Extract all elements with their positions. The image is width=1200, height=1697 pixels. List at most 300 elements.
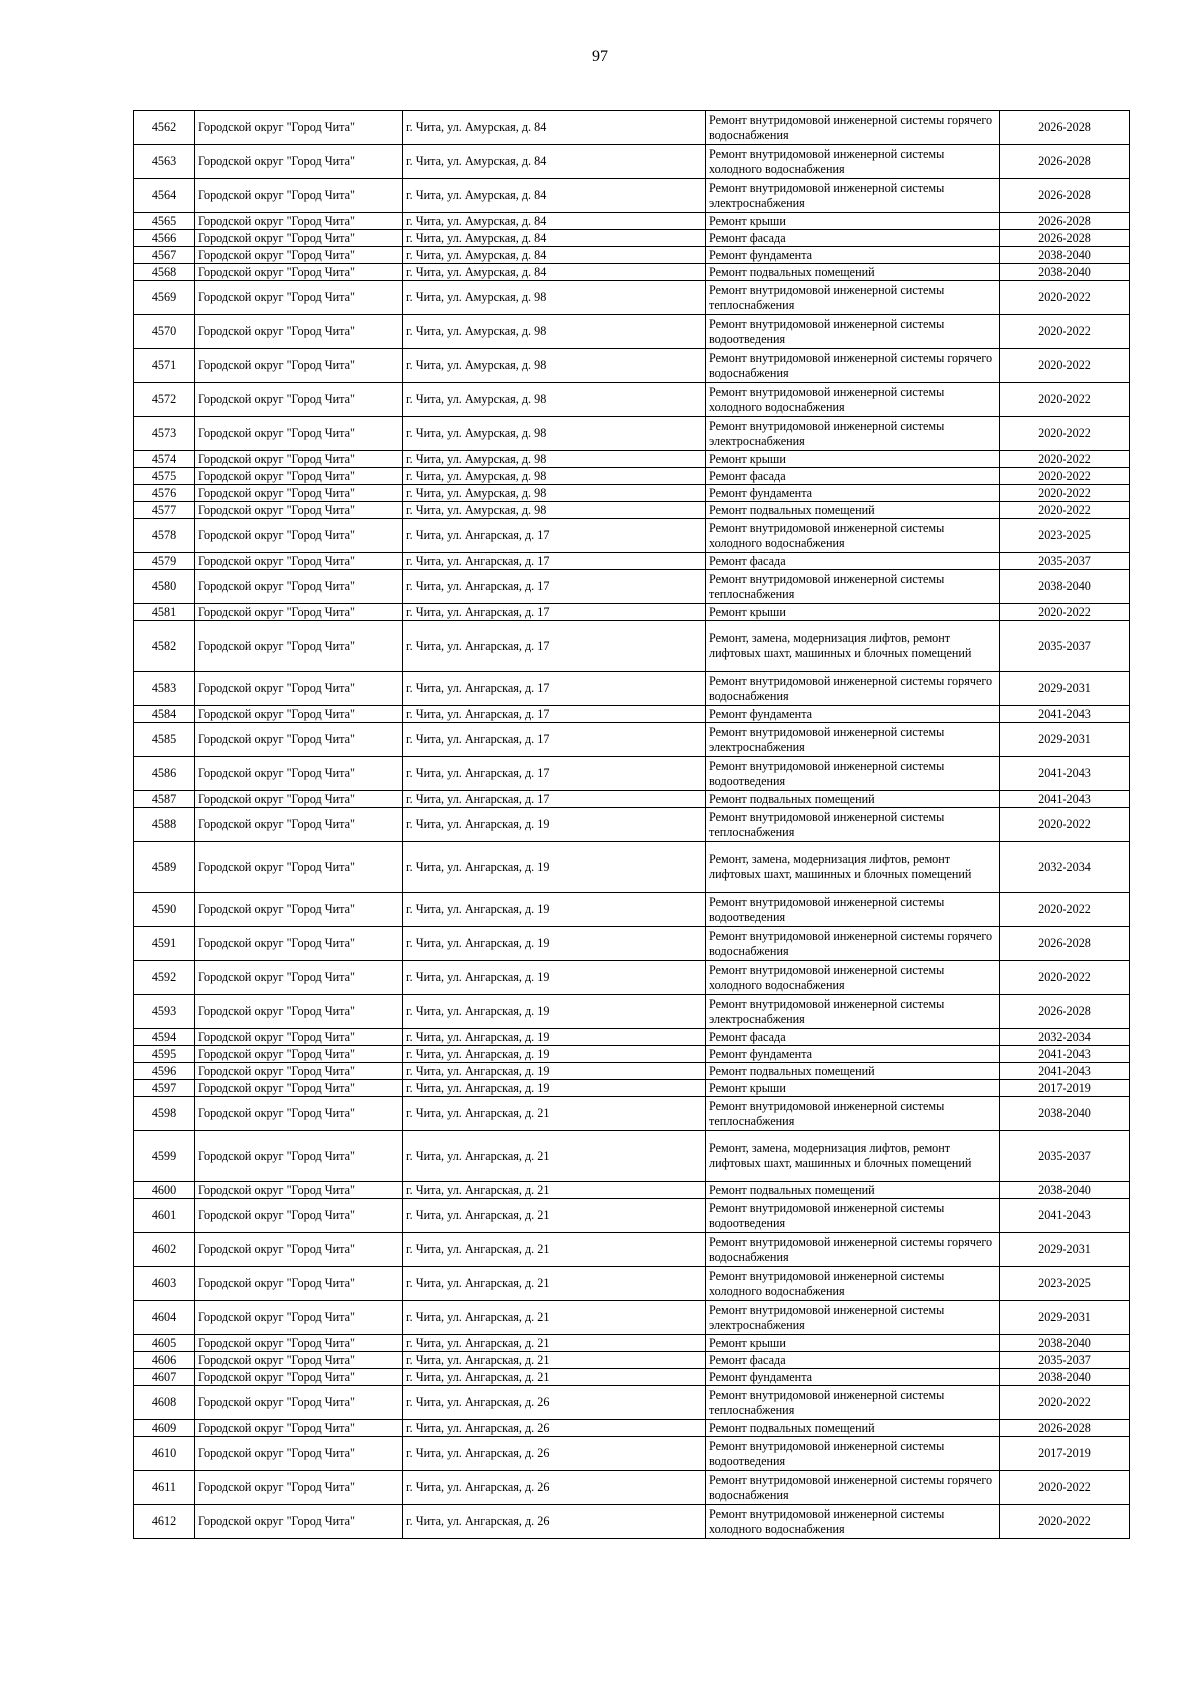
row-number-cell: 4575 <box>134 468 195 485</box>
period-cell: 2026-2028 <box>1000 995 1130 1029</box>
address-cell: г. Чита, ул. Ангарская, д. 17 <box>403 553 706 570</box>
work-type-cell: Ремонт внутридомовой инженерной системы теплоснабжения <box>706 570 1000 604</box>
address-cell: г. Чита, ул. Ангарская, д. 21 <box>403 1267 706 1301</box>
municipality-cell: Городской округ "Город Чита" <box>195 1420 403 1437</box>
address-cell: г. Чита, ул. Ангарская, д. 26 <box>403 1437 706 1471</box>
address-cell: г. Чита, ул. Ангарская, д. 19 <box>403 808 706 842</box>
municipality-cell: Городской округ "Город Чита" <box>195 1352 403 1369</box>
address-cell: г. Чита, ул. Амурская, д. 84 <box>403 247 706 264</box>
work-type-cell: Ремонт внутридомовой инженерной системы теплоснабжения <box>706 1386 1000 1420</box>
municipality-cell: Городской округ "Город Чита" <box>195 1046 403 1063</box>
municipality-cell: Городской округ "Город Чита" <box>195 502 403 519</box>
row-number-cell: 4591 <box>134 927 195 961</box>
row-number-cell: 4568 <box>134 264 195 281</box>
table-row <box>134 893 1130 927</box>
municipality-cell: Городской округ "Город Чита" <box>195 961 403 995</box>
table-row <box>134 451 1130 468</box>
work-type-cell: Ремонт внутридомовой инженерной системы электроснабжения <box>706 995 1000 1029</box>
row-number-cell: 4565 <box>134 213 195 230</box>
table-row <box>134 1369 1130 1386</box>
row-number-cell: 4577 <box>134 502 195 519</box>
table-row <box>134 1063 1130 1080</box>
table-row <box>134 1131 1130 1182</box>
address-cell: г. Чита, ул. Ангарская, д. 21 <box>403 1182 706 1199</box>
address-cell: г. Чита, ул. Ангарская, д. 17 <box>403 621 706 672</box>
period-cell: 2041-2043 <box>1000 1199 1130 1233</box>
table-row <box>134 485 1130 502</box>
address-cell: г. Чита, ул. Ангарская, д. 26 <box>403 1420 706 1437</box>
address-cell: г. Чита, ул. Амурская, д. 84 <box>403 145 706 179</box>
table-row <box>134 468 1130 485</box>
municipality-cell: Городской округ "Город Чита" <box>195 604 403 621</box>
row-number-cell: 4589 <box>134 842 195 893</box>
work-type-cell: Ремонт внутридомовой инженерной системы водоотведения <box>706 1199 1000 1233</box>
table-row <box>134 1097 1130 1131</box>
period-cell: 2032-2034 <box>1000 1029 1130 1046</box>
table-row <box>134 706 1130 723</box>
table-row <box>134 111 1130 145</box>
period-cell: 2041-2043 <box>1000 757 1130 791</box>
row-number-cell: 4607 <box>134 1369 195 1386</box>
table-row <box>134 808 1130 842</box>
table-row <box>134 417 1130 451</box>
municipality-cell: Городской округ "Город Чита" <box>195 519 403 553</box>
table-row <box>134 621 1130 672</box>
work-type-cell: Ремонт фасада <box>706 1029 1000 1046</box>
address-cell: г. Чита, ул. Ангарская, д. 17 <box>403 791 706 808</box>
table-row <box>134 1420 1130 1437</box>
table-row <box>134 604 1130 621</box>
municipality-cell: Городской округ "Город Чита" <box>195 1386 403 1420</box>
address-cell: г. Чита, ул. Ангарская, д. 21 <box>403 1369 706 1386</box>
address-cell: г. Чита, ул. Амурская, д. 84 <box>403 213 706 230</box>
table-row <box>134 1233 1130 1267</box>
municipality-cell: Городской округ "Город Чита" <box>195 893 403 927</box>
municipality-cell: Городской округ "Город Чита" <box>195 808 403 842</box>
work-type-cell: Ремонт подвальных помещений <box>706 791 1000 808</box>
municipality-cell: Городской округ "Город Чита" <box>195 1301 403 1335</box>
municipality-cell: Городской округ "Город Чита" <box>195 315 403 349</box>
work-type-cell: Ремонт внутридомовой инженерной системы холодного водоснабжения <box>706 1267 1000 1301</box>
row-number-cell: 4598 <box>134 1097 195 1131</box>
work-type-cell: Ремонт внутридомовой инженерной системы холодного водоснабжения <box>706 145 1000 179</box>
row-number-cell: 4583 <box>134 672 195 706</box>
table-row <box>134 995 1130 1029</box>
row-number-cell: 4609 <box>134 1420 195 1437</box>
row-number-cell: 4610 <box>134 1437 195 1471</box>
municipality-cell: Городской округ "Город Чита" <box>195 230 403 247</box>
municipality-cell: Городской округ "Город Чита" <box>195 842 403 893</box>
work-type-cell: Ремонт внутридомовой инженерной системы холодного водоснабжения <box>706 383 1000 417</box>
row-number-cell: 4566 <box>134 230 195 247</box>
municipality-cell: Городской округ "Город Чита" <box>195 213 403 230</box>
table-row <box>134 247 1130 264</box>
period-cell: 2035-2037 <box>1000 553 1130 570</box>
period-cell: 2038-2040 <box>1000 1369 1130 1386</box>
period-cell: 2038-2040 <box>1000 1097 1130 1131</box>
address-cell: г. Чита, ул. Амурская, д. 98 <box>403 315 706 349</box>
row-number-cell: 4605 <box>134 1335 195 1352</box>
table-row <box>134 315 1130 349</box>
row-number-cell: 4594 <box>134 1029 195 1046</box>
row-number-cell: 4603 <box>134 1267 195 1301</box>
table-body <box>134 111 1130 1539</box>
table-row <box>134 179 1130 213</box>
address-cell: г. Чита, ул. Ангарская, д. 21 <box>403 1335 706 1352</box>
address-cell: г. Чита, ул. Ангарская, д. 17 <box>403 723 706 757</box>
period-cell: 2017-2019 <box>1000 1437 1130 1471</box>
row-number-cell: 4590 <box>134 893 195 927</box>
table-row <box>134 757 1130 791</box>
address-cell: г. Чита, ул. Ангарская, д. 19 <box>403 1046 706 1063</box>
work-type-cell: Ремонт подвальных помещений <box>706 1420 1000 1437</box>
row-number-cell: 4592 <box>134 961 195 995</box>
municipality-cell: Городской округ "Город Чита" <box>195 468 403 485</box>
work-type-cell: Ремонт фасада <box>706 468 1000 485</box>
address-cell: г. Чита, ул. Ангарская, д. 19 <box>403 893 706 927</box>
row-number-cell: 4582 <box>134 621 195 672</box>
table-row <box>134 213 1130 230</box>
municipality-cell: Городской округ "Город Чита" <box>195 553 403 570</box>
address-cell: г. Чита, ул. Ангарская, д. 17 <box>403 672 706 706</box>
table-row <box>134 553 1130 570</box>
period-cell: 2026-2028 <box>1000 927 1130 961</box>
address-cell: г. Чита, ул. Амурская, д. 98 <box>403 383 706 417</box>
row-number-cell: 4570 <box>134 315 195 349</box>
table-row <box>134 1267 1130 1301</box>
row-number-cell: 4580 <box>134 570 195 604</box>
period-cell: 2020-2022 <box>1000 485 1130 502</box>
table-row <box>134 1471 1130 1505</box>
work-type-cell: Ремонт внутридомовой инженерной системы холодного водоснабжения <box>706 519 1000 553</box>
municipality-cell: Городской округ "Город Чита" <box>195 621 403 672</box>
municipality-cell: Городской округ "Город Чита" <box>195 145 403 179</box>
page-number: 97 <box>592 48 608 65</box>
work-type-cell: Ремонт фундамента <box>706 1046 1000 1063</box>
municipality-cell: Городской округ "Город Чита" <box>195 1335 403 1352</box>
municipality-cell: Городской округ "Город Чита" <box>195 927 403 961</box>
row-number-cell: 4601 <box>134 1199 195 1233</box>
address-cell: г. Чита, ул. Ангарская, д. 21 <box>403 1097 706 1131</box>
row-number-cell: 4581 <box>134 604 195 621</box>
work-type-cell: Ремонт подвальных помещений <box>706 264 1000 281</box>
period-cell: 2020-2022 <box>1000 893 1130 927</box>
municipality-cell: Городской округ "Город Чита" <box>195 791 403 808</box>
period-cell: 2020-2022 <box>1000 961 1130 995</box>
address-cell: г. Чита, ул. Ангарская, д. 19 <box>403 842 706 893</box>
table-row <box>134 927 1130 961</box>
municipality-cell: Городской округ "Город Чита" <box>195 179 403 213</box>
work-type-cell: Ремонт внутридомовой инженерной системы горячего водоснабжения <box>706 349 1000 383</box>
municipality-cell: Городской округ "Город Чита" <box>195 1233 403 1267</box>
municipality-cell: Городской округ "Город Чита" <box>195 1097 403 1131</box>
row-number-cell: 4562 <box>134 111 195 145</box>
period-cell: 2038-2040 <box>1000 1335 1130 1352</box>
period-cell: 2023-2025 <box>1000 1267 1130 1301</box>
work-type-cell: Ремонт крыши <box>706 1080 1000 1097</box>
table-row <box>134 1080 1130 1097</box>
period-cell: 2038-2040 <box>1000 570 1130 604</box>
period-cell: 2032-2034 <box>1000 842 1130 893</box>
row-number-cell: 4576 <box>134 485 195 502</box>
table-row <box>134 723 1130 757</box>
table-row <box>134 145 1130 179</box>
period-cell: 2020-2022 <box>1000 808 1130 842</box>
work-type-cell: Ремонт фундамента <box>706 706 1000 723</box>
municipality-cell: Городской округ "Город Чита" <box>195 1369 403 1386</box>
table-row <box>134 1335 1130 1352</box>
municipality-cell: Городской округ "Город Чита" <box>195 383 403 417</box>
municipality-cell: Городской округ "Город Чита" <box>195 1131 403 1182</box>
period-cell: 2026-2028 <box>1000 145 1130 179</box>
period-cell: 2023-2025 <box>1000 519 1130 553</box>
address-cell: г. Чита, ул. Амурская, д. 84 <box>403 179 706 213</box>
period-cell: 2029-2031 <box>1000 723 1130 757</box>
table-row <box>134 1505 1130 1539</box>
municipality-cell: Городской округ "Город Чита" <box>195 672 403 706</box>
period-cell: 2020-2022 <box>1000 1386 1130 1420</box>
address-cell: г. Чита, ул. Ангарская, д. 26 <box>403 1386 706 1420</box>
period-cell: 2020-2022 <box>1000 281 1130 315</box>
work-type-cell: Ремонт фундамента <box>706 1369 1000 1386</box>
address-cell: г. Чита, ул. Амурская, д. 84 <box>403 264 706 281</box>
period-cell: 2020-2022 <box>1000 451 1130 468</box>
address-cell: г. Чита, ул. Ангарская, д. 17 <box>403 757 706 791</box>
work-type-cell: Ремонт внутридомовой инженерной системы теплоснабжения <box>706 281 1000 315</box>
address-cell: г. Чита, ул. Ангарская, д. 17 <box>403 706 706 723</box>
row-number-cell: 4604 <box>134 1301 195 1335</box>
municipality-cell: Городской округ "Город Чита" <box>195 706 403 723</box>
address-cell: г. Чита, ул. Амурская, д. 98 <box>403 502 706 519</box>
row-number-cell: 4569 <box>134 281 195 315</box>
work-type-cell: Ремонт внутридомовой инженерной системы горячего водоснабжения <box>706 927 1000 961</box>
period-cell: 2020-2022 <box>1000 468 1130 485</box>
work-type-cell: Ремонт внутридомовой инженерной системы электроснабжения <box>706 723 1000 757</box>
table-row <box>134 1029 1130 1046</box>
work-type-cell: Ремонт внутридомовой инженерной системы холодного водоснабжения <box>706 1505 1000 1539</box>
repair-schedule-table <box>133 110 1130 1539</box>
address-cell: г. Чита, ул. Ангарская, д. 21 <box>403 1233 706 1267</box>
work-type-cell: Ремонт внутридомовой инженерной системы электроснабжения <box>706 179 1000 213</box>
row-number-cell: 4593 <box>134 995 195 1029</box>
work-type-cell: Ремонт внутридомовой инженерной системы горячего водоснабжения <box>706 1233 1000 1267</box>
row-number-cell: 4574 <box>134 451 195 468</box>
municipality-cell: Городской округ "Город Чита" <box>195 451 403 468</box>
municipality-cell: Городской округ "Город Чита" <box>195 264 403 281</box>
work-type-cell: Ремонт внутридомовой инженерной системы теплоснабжения <box>706 1097 1000 1131</box>
work-type-cell: Ремонт внутридомовой инженерной системы горячего водоснабжения <box>706 111 1000 145</box>
period-cell: 2026-2028 <box>1000 1420 1130 1437</box>
municipality-cell: Городской округ "Город Чита" <box>195 1063 403 1080</box>
work-type-cell: Ремонт внутридомовой инженерной системы водоотведения <box>706 893 1000 927</box>
period-cell: 2041-2043 <box>1000 1063 1130 1080</box>
address-cell: г. Чита, ул. Амурская, д. 98 <box>403 485 706 502</box>
row-number-cell: 4573 <box>134 417 195 451</box>
work-type-cell: Ремонт, замена, модернизация лифтов, ремонт лифтовых шахт, машинных и блочных помещений <box>706 621 1000 672</box>
municipality-cell: Городской округ "Город Чита" <box>195 247 403 264</box>
period-cell: 2029-2031 <box>1000 672 1130 706</box>
address-cell: г. Чита, ул. Ангарская, д. 17 <box>403 570 706 604</box>
work-type-cell: Ремонт внутридомовой инженерной системы теплоснабжения <box>706 808 1000 842</box>
period-cell: 2020-2022 <box>1000 349 1130 383</box>
row-number-cell: 4600 <box>134 1182 195 1199</box>
municipality-cell: Городской округ "Город Чита" <box>195 570 403 604</box>
row-number-cell: 4612 <box>134 1505 195 1539</box>
period-cell: 2020-2022 <box>1000 604 1130 621</box>
table-row <box>134 349 1130 383</box>
period-cell: 2041-2043 <box>1000 1046 1130 1063</box>
work-type-cell: Ремонт внутридомовой инженерной системы электроснабжения <box>706 1301 1000 1335</box>
row-number-cell: 4586 <box>134 757 195 791</box>
municipality-cell: Городской округ "Город Чита" <box>195 1505 403 1539</box>
period-cell: 2035-2037 <box>1000 621 1130 672</box>
address-cell: г. Чита, ул. Ангарская, д. 19 <box>403 927 706 961</box>
period-cell: 2038-2040 <box>1000 264 1130 281</box>
period-cell: 2020-2022 <box>1000 1471 1130 1505</box>
table-row <box>134 791 1130 808</box>
row-number-cell: 4606 <box>134 1352 195 1369</box>
table-row <box>134 1182 1130 1199</box>
period-cell: 2020-2022 <box>1000 383 1130 417</box>
period-cell: 2029-2031 <box>1000 1233 1130 1267</box>
address-cell: г. Чита, ул. Ангарская, д. 19 <box>403 1029 706 1046</box>
work-type-cell: Ремонт крыши <box>706 1335 1000 1352</box>
period-cell: 2029-2031 <box>1000 1301 1130 1335</box>
period-cell: 2026-2028 <box>1000 213 1130 230</box>
work-type-cell: Ремонт подвальных помещений <box>706 502 1000 519</box>
municipality-cell: Городской округ "Город Чита" <box>195 995 403 1029</box>
period-cell: 2026-2028 <box>1000 230 1130 247</box>
row-number-cell: 4584 <box>134 706 195 723</box>
address-cell: г. Чита, ул. Ангарская, д. 26 <box>403 1505 706 1539</box>
address-cell: г. Чита, ул. Ангарская, д. 21 <box>403 1131 706 1182</box>
period-cell: 2035-2037 <box>1000 1352 1130 1369</box>
municipality-cell: Городской округ "Город Чита" <box>195 417 403 451</box>
period-cell: 2041-2043 <box>1000 791 1130 808</box>
address-cell: г. Чита, ул. Амурская, д. 98 <box>403 281 706 315</box>
row-number-cell: 4585 <box>134 723 195 757</box>
address-cell: г. Чита, ул. Ангарская, д. 17 <box>403 604 706 621</box>
table-row <box>134 1386 1130 1420</box>
row-number-cell: 4602 <box>134 1233 195 1267</box>
municipality-cell: Городской округ "Город Чита" <box>195 349 403 383</box>
table-row <box>134 842 1130 893</box>
address-cell: г. Чита, ул. Ангарская, д. 17 <box>403 519 706 553</box>
row-number-cell: 4588 <box>134 808 195 842</box>
address-cell: г. Чита, ул. Амурская, д. 98 <box>403 468 706 485</box>
row-number-cell: 4571 <box>134 349 195 383</box>
row-number-cell: 4563 <box>134 145 195 179</box>
work-type-cell: Ремонт внутридомовой инженерной системы электроснабжения <box>706 417 1000 451</box>
municipality-cell: Городской округ "Город Чита" <box>195 111 403 145</box>
work-type-cell: Ремонт фасада <box>706 1352 1000 1369</box>
row-number-cell: 4567 <box>134 247 195 264</box>
address-cell: г. Чита, ул. Амурская, д. 98 <box>403 417 706 451</box>
address-cell: г. Чита, ул. Ангарская, д. 19 <box>403 1080 706 1097</box>
work-type-cell: Ремонт внутридомовой инженерной системы водоотведения <box>706 315 1000 349</box>
municipality-cell: Городской округ "Город Чита" <box>195 1267 403 1301</box>
municipality-cell: Городской округ "Город Чита" <box>195 1029 403 1046</box>
address-cell: г. Чита, ул. Ангарская, д. 19 <box>403 961 706 995</box>
municipality-cell: Городской округ "Город Чита" <box>195 1471 403 1505</box>
address-cell: г. Чита, ул. Ангарская, д. 21 <box>403 1199 706 1233</box>
table-row <box>134 383 1130 417</box>
row-number-cell: 4595 <box>134 1046 195 1063</box>
address-cell: г. Чита, ул. Ангарская, д. 19 <box>403 1063 706 1080</box>
work-type-cell: Ремонт крыши <box>706 213 1000 230</box>
period-cell: 2020-2022 <box>1000 417 1130 451</box>
row-number-cell: 4564 <box>134 179 195 213</box>
work-type-cell: Ремонт внутридомовой инженерной системы горячего водоснабжения <box>706 1471 1000 1505</box>
table-row <box>134 1301 1130 1335</box>
work-type-cell: Ремонт, замена, модернизация лифтов, ремонт лифтовых шахт, машинных и блочных помещений <box>706 842 1000 893</box>
table-row <box>134 519 1130 553</box>
work-type-cell: Ремонт подвальных помещений <box>706 1182 1000 1199</box>
row-number-cell: 4579 <box>134 553 195 570</box>
row-number-cell: 4578 <box>134 519 195 553</box>
address-cell: г. Чита, ул. Амурская, д. 84 <box>403 230 706 247</box>
period-cell: 2017-2019 <box>1000 1080 1130 1097</box>
table-row <box>134 264 1130 281</box>
work-type-cell: Ремонт внутридомовой инженерной системы водоотведения <box>706 1437 1000 1471</box>
work-type-cell: Ремонт подвальных помещений <box>706 1063 1000 1080</box>
address-cell: г. Чита, ул. Ангарская, д. 26 <box>403 1471 706 1505</box>
period-cell: 2038-2040 <box>1000 1182 1130 1199</box>
municipality-cell: Городской округ "Город Чита" <box>195 1182 403 1199</box>
municipality-cell: Городской округ "Город Чита" <box>195 1080 403 1097</box>
address-cell: г. Чита, ул. Амурская, д. 84 <box>403 111 706 145</box>
municipality-cell: Городской округ "Город Чита" <box>195 281 403 315</box>
table-row <box>134 230 1130 247</box>
work-type-cell: Ремонт внутридомовой инженерной системы горячего водоснабжения <box>706 672 1000 706</box>
period-cell: 2020-2022 <box>1000 502 1130 519</box>
work-type-cell: Ремонт фасада <box>706 553 1000 570</box>
row-number-cell: 4608 <box>134 1386 195 1420</box>
row-number-cell: 4587 <box>134 791 195 808</box>
municipality-cell: Городской округ "Город Чита" <box>195 723 403 757</box>
municipality-cell: Городской округ "Город Чита" <box>195 1199 403 1233</box>
address-cell: г. Чита, ул. Амурская, д. 98 <box>403 451 706 468</box>
work-type-cell: Ремонт фундамента <box>706 485 1000 502</box>
table-row <box>134 961 1130 995</box>
address-cell: г. Чита, ул. Ангарская, д. 21 <box>403 1352 706 1369</box>
row-number-cell: 4611 <box>134 1471 195 1505</box>
period-cell: 2026-2028 <box>1000 179 1130 213</box>
row-number-cell: 4599 <box>134 1131 195 1182</box>
table-row <box>134 672 1130 706</box>
municipality-cell: Городской округ "Город Чита" <box>195 757 403 791</box>
period-cell: 2026-2028 <box>1000 111 1130 145</box>
address-cell: г. Чита, ул. Ангарская, д. 19 <box>403 995 706 1029</box>
work-type-cell: Ремонт фундамента <box>706 247 1000 264</box>
table-row <box>134 1046 1130 1063</box>
table-row <box>134 1199 1130 1233</box>
period-cell: 2020-2022 <box>1000 315 1130 349</box>
work-type-cell: Ремонт внутридомовой инженерной системы холодного водоснабжения <box>706 961 1000 995</box>
row-number-cell: 4572 <box>134 383 195 417</box>
work-type-cell: Ремонт крыши <box>706 451 1000 468</box>
work-type-cell: Ремонт фасада <box>706 230 1000 247</box>
period-cell: 2035-2037 <box>1000 1131 1130 1182</box>
municipality-cell: Городской округ "Город Чита" <box>195 1437 403 1471</box>
period-cell: 2038-2040 <box>1000 247 1130 264</box>
work-type-cell: Ремонт, замена, модернизация лифтов, ремонт лифтовых шахт, машинных и блочных помещений <box>706 1131 1000 1182</box>
address-cell: г. Чита, ул. Амурская, д. 98 <box>403 349 706 383</box>
table-row <box>134 570 1130 604</box>
work-type-cell: Ремонт крыши <box>706 604 1000 621</box>
period-cell: 2041-2043 <box>1000 706 1130 723</box>
work-type-cell: Ремонт внутридомовой инженерной системы водоотведения <box>706 757 1000 791</box>
